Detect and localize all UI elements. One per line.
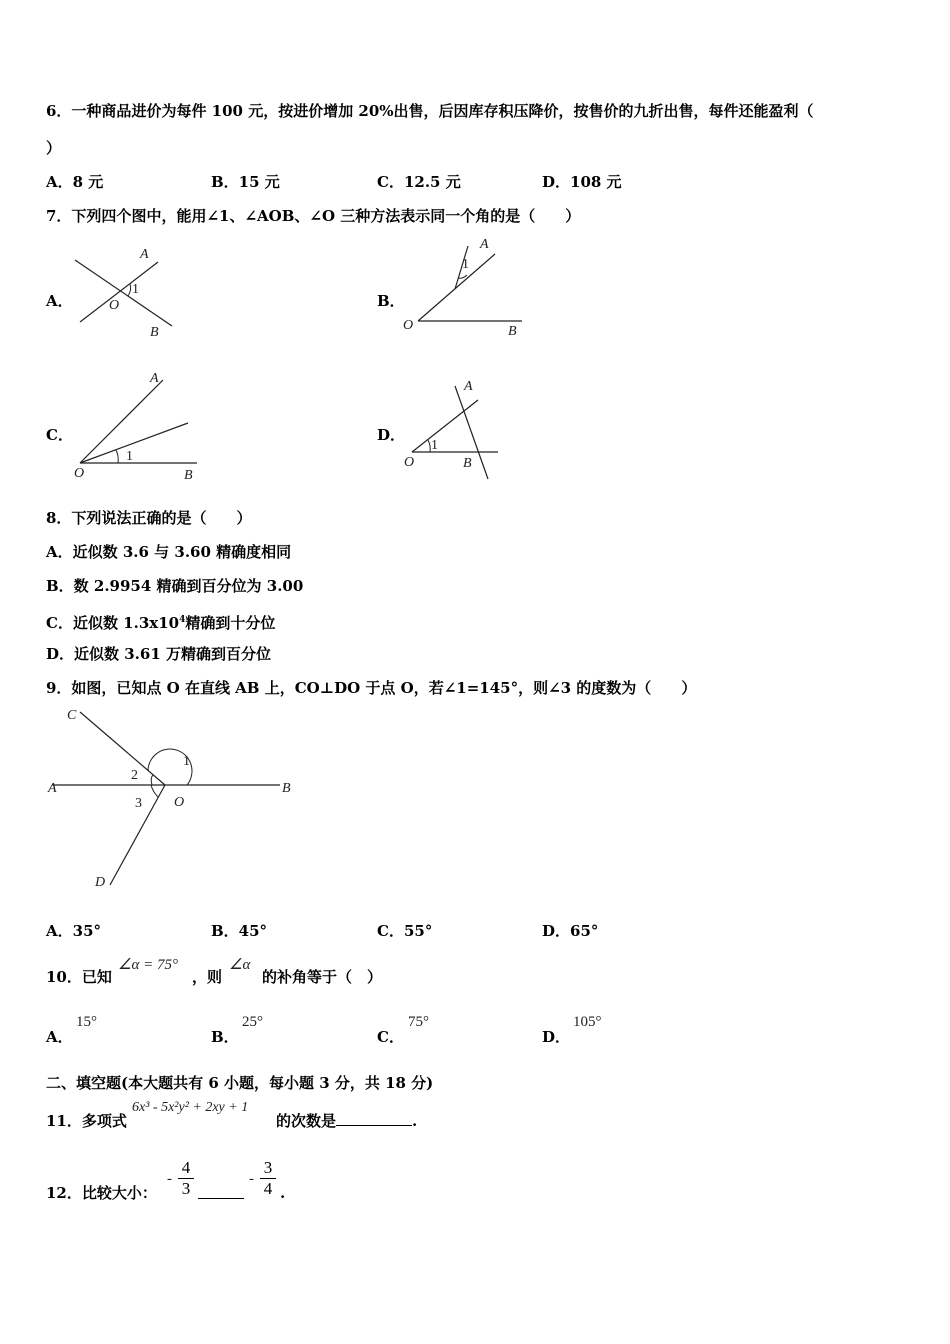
q10-option-c-value: 75°	[408, 1014, 429, 1030]
q10-angle: ∠α	[229, 957, 251, 973]
q6-option-d: D．108 元	[542, 173, 622, 191]
q9-option-c: C．55°	[377, 922, 433, 940]
q10-option-a-value: 15°	[76, 1014, 97, 1030]
fig9-label-3: 3	[135, 796, 142, 811]
q8-stem: 8．下列说法正确的是（ ）	[46, 509, 252, 527]
fig-d-label-B: B	[463, 456, 472, 471]
q11-answer-blank[interactable]	[336, 1125, 412, 1126]
q6-option-c: C．12.5 元	[377, 173, 461, 191]
fig-a-label-1: 1	[132, 282, 139, 297]
q9-option-b: B．45°	[211, 922, 268, 940]
q6-stem-line1: 6．一种商品进价为每件 100 元，按进价增加 20%出售，后因库存积压降价，按售价的九折出售，每件还能盈利（	[46, 102, 814, 120]
fig-b-label-A: A	[480, 237, 489, 252]
q10-option-a-label: A．	[46, 1028, 73, 1046]
q10-given-angle: ∠α = 75°	[118, 957, 178, 973]
fig9-label-2: 2	[131, 768, 138, 783]
fig9-label-A: A	[48, 781, 57, 796]
fig-c-label-A: A	[150, 371, 159, 386]
q12-pre: 12．比较大小：	[46, 1184, 157, 1202]
q7-figure-a	[70, 242, 180, 342]
fig-a-label-B: B	[150, 325, 159, 340]
q11-post	[276, 1111, 417, 1131]
q8-option-c-tail: 精确到十分位	[185, 614, 276, 632]
q12-fraction-2-num: 3	[260, 1158, 276, 1179]
q10-option-d-label: D．	[542, 1028, 571, 1046]
section2-title: 二、填空题(本大题共有 6 小题，每小题 3 分，共 18 分)	[46, 1074, 434, 1092]
q10-option-b-label: B．	[211, 1028, 239, 1046]
q8-option-d: D．近似数 3.61 万精确到百分位	[46, 645, 271, 663]
q6-option-a: A．8 元	[46, 173, 104, 191]
q9-option-a: A．35°	[46, 922, 102, 940]
q12-fraction-1-den: 3	[181, 1179, 191, 1198]
q12-fraction-1-num: 4	[178, 1158, 194, 1179]
q8-option-a: A．近似数 3.6 与 3.60 精确度相同	[46, 543, 292, 561]
q10-mid: ，则	[192, 968, 223, 986]
q9-figure	[40, 700, 310, 900]
q12-minus-2: -	[249, 1171, 254, 1187]
q8-option-c-exponent: 4	[179, 615, 186, 625]
fig-c-label-O: O	[74, 466, 85, 481]
fig-a-label-A: A	[140, 247, 149, 262]
q10-option-c-label: C．	[377, 1028, 404, 1046]
q12-minus-1: -	[167, 1171, 172, 1187]
q12-fraction-1	[178, 1158, 194, 1199]
fig9-label-C: C	[67, 708, 77, 723]
q12-fraction-2	[260, 1158, 276, 1199]
q8-option-b: B．数 2.9954 精确到百分位为 3.00	[46, 577, 304, 595]
q11-pre: 11．多项式	[46, 1112, 127, 1130]
q7-option-b-label: B．	[377, 292, 405, 310]
fig-d-label-1: 1	[431, 438, 438, 453]
q7-stem: 7．下列四个图中，能用∠1、∠AOB、∠O 三种方法表示同一个角的是（ ）	[46, 207, 581, 225]
q9-option-d: D．65°	[542, 922, 599, 940]
q11-post-text: 的次数是	[276, 1112, 337, 1130]
fig-c-label-B: B	[184, 468, 193, 483]
q6-stem-line2: ）	[46, 139, 62, 157]
q11-end: .	[412, 1112, 418, 1130]
q9-stem: 9．如图，已知点 O 在直线 AB 上，CO⊥DO 于点 O，若∠1=145°，则∠3 的度数为（ ）	[46, 679, 697, 697]
fig9-label-O: O	[174, 795, 185, 810]
fig-a-label-O: O	[109, 298, 120, 313]
fig-c-label-1: 1	[126, 449, 133, 464]
fig9-label-1: 1	[183, 754, 190, 769]
q7-option-c-label: C．	[46, 426, 73, 444]
q10-post: 的补角等于（ ）	[262, 968, 383, 986]
q7-option-d-label: D．	[377, 426, 406, 444]
fig-b-label-1: 1	[462, 257, 469, 272]
q12-fraction-2-den: 4	[263, 1179, 273, 1198]
fig-b-label-B: B	[508, 324, 517, 339]
q10-pre: 10．已知	[46, 968, 112, 986]
q6-option-b: B．15 元	[211, 173, 280, 191]
q10-option-b-value: 25°	[242, 1014, 263, 1030]
q7-figure-c	[70, 368, 210, 483]
fig9-label-B: B	[282, 781, 291, 796]
q8-option-c-text: C．近似数 1.3x10	[46, 614, 180, 632]
q10-option-d-value: 105°	[573, 1014, 602, 1030]
q12-end: .	[280, 1184, 286, 1202]
q12-answer-blank[interactable]	[198, 1198, 244, 1199]
fig-d-label-O: O	[404, 455, 415, 470]
q8-option-c	[46, 610, 275, 633]
q7-figure-d	[400, 376, 510, 486]
q7-figure-b	[400, 232, 530, 342]
q11-polynomial: 6x³ - 5x²y² + 2xy + 1	[132, 1100, 249, 1115]
fig-d-label-A: A	[464, 379, 473, 394]
q7-option-a-label: A．	[46, 292, 73, 310]
fig9-label-D: D	[95, 875, 106, 890]
fig-b-label-O: O	[403, 318, 414, 333]
